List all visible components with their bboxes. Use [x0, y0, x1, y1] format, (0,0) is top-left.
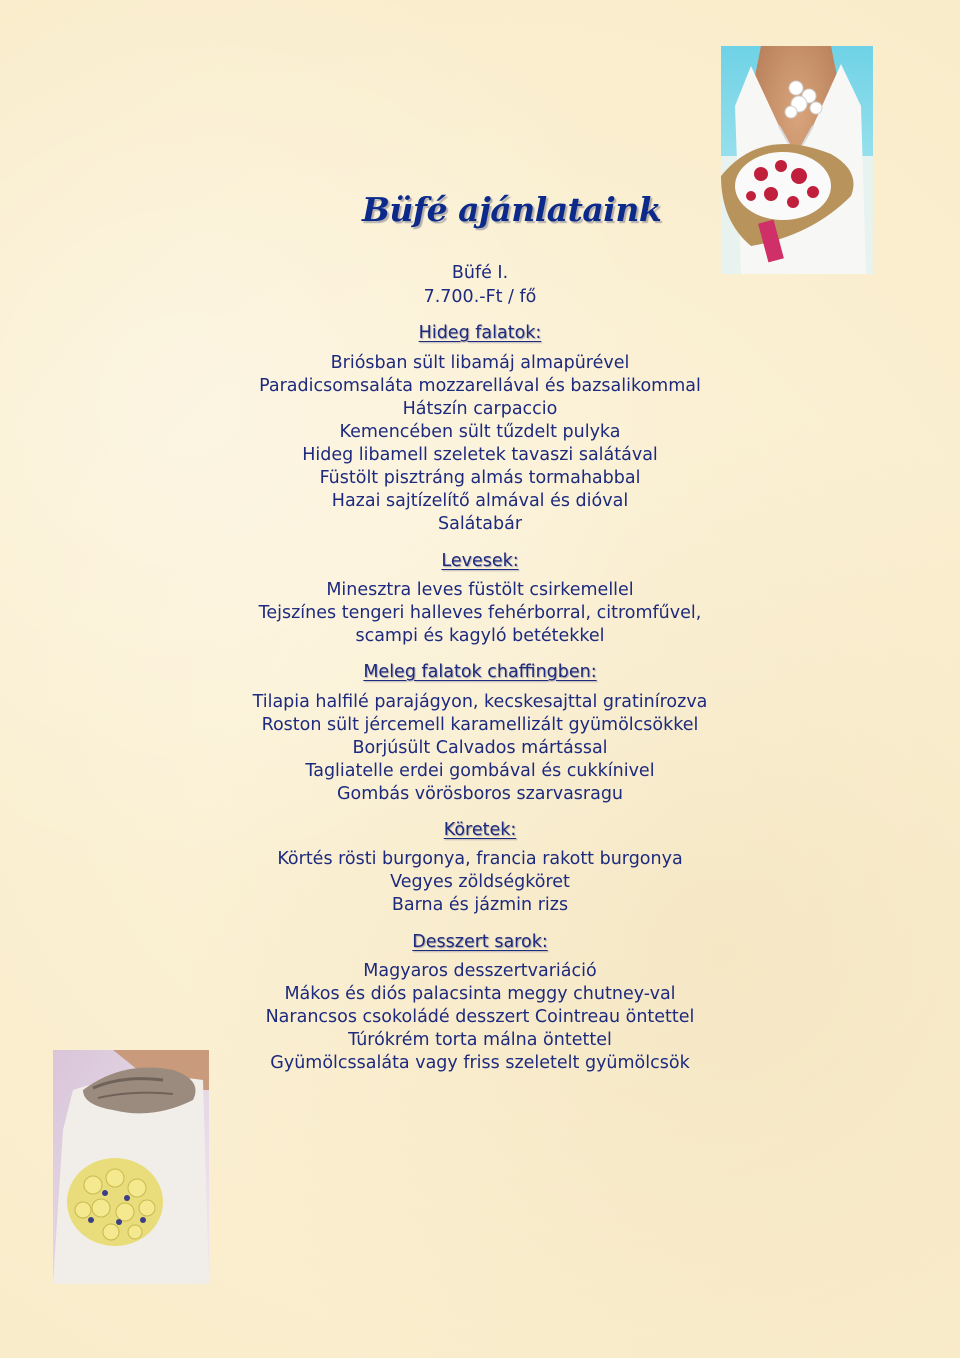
list-item: Borjúsült Calvados mártással: [352, 738, 608, 758]
list-item: Hátszín carpaccio: [402, 399, 558, 419]
section-heading-cold: Hideg falatok:: [418, 323, 542, 343]
list-item: Salátabár: [437, 514, 523, 534]
list-item: Tejszínes tengeri halleves fehérborral, citromfűvel,: [258, 603, 702, 623]
list-item: Narancsos csokoládé desszert Cointreau öntettel: [265, 1007, 695, 1027]
list-item: Magyaros desszertvariáció: [363, 961, 597, 981]
list-item: Gombás vörösboros szarvasragu: [336, 784, 624, 804]
list-item: Hazai sajtízelítő almával és dióval: [331, 491, 629, 511]
package-name: Büfé I.: [451, 263, 509, 283]
list-item: Gyümölcssaláta vagy friss szeletelt gyümölcsök: [270, 1053, 690, 1073]
list-item: Barna és jázmin rizs: [391, 895, 569, 915]
list-item: Minesztra leves füstölt csirkemellel: [326, 580, 634, 600]
package-price: 7.700.-Ft / fő: [423, 287, 537, 307]
section-heading-sides: Köretek:: [443, 820, 517, 840]
list-item: Túrókrém torta málna öntettel: [348, 1030, 612, 1050]
list-item: Tagliatelle erdei gombával és cukkínivel: [305, 761, 655, 781]
list-item: Körtés rösti burgonya, francia rakott burgonya: [277, 849, 683, 869]
list-item: Paradicsomsaláta mozzarellával és bazsalikommal: [259, 376, 701, 396]
list-item: Roston sült jércemell karamellizált gyümölcsökkel: [261, 715, 699, 735]
bride-photo-bottom: [53, 1050, 209, 1284]
list-item: Mákos és diós palacsinta meggy chutney-val: [284, 984, 676, 1004]
list-item: Hideg libamell szeletek tavaszi salátával: [302, 445, 658, 465]
section-heading-soups: Levesek:: [441, 551, 519, 571]
list-item: scampi és kagyló betétekkel: [355, 626, 605, 646]
bride-bouquet-image: [721, 46, 873, 274]
section-heading-hot: Meleg falatok chaffingben:: [363, 662, 597, 682]
section-heading-dessert: Desszert sarok:: [412, 932, 548, 952]
page-title: Büfé ajánlataink: [362, 190, 662, 229]
list-item: Füstölt pisztráng almás tormahabbal: [319, 468, 641, 488]
bride-photo-top: [721, 46, 873, 274]
list-item: Kemencében sült tűzdelt pulyka: [339, 422, 621, 442]
list-item: Briósban sült libamáj almapürével: [330, 353, 630, 373]
bride-yellow-bouquet-image: [53, 1050, 209, 1284]
list-item: Tilapia halfilé parajágyon, kecskesajttal gratinírozva: [252, 692, 708, 712]
list-item: Vegyes zöldségköret: [390, 872, 570, 892]
